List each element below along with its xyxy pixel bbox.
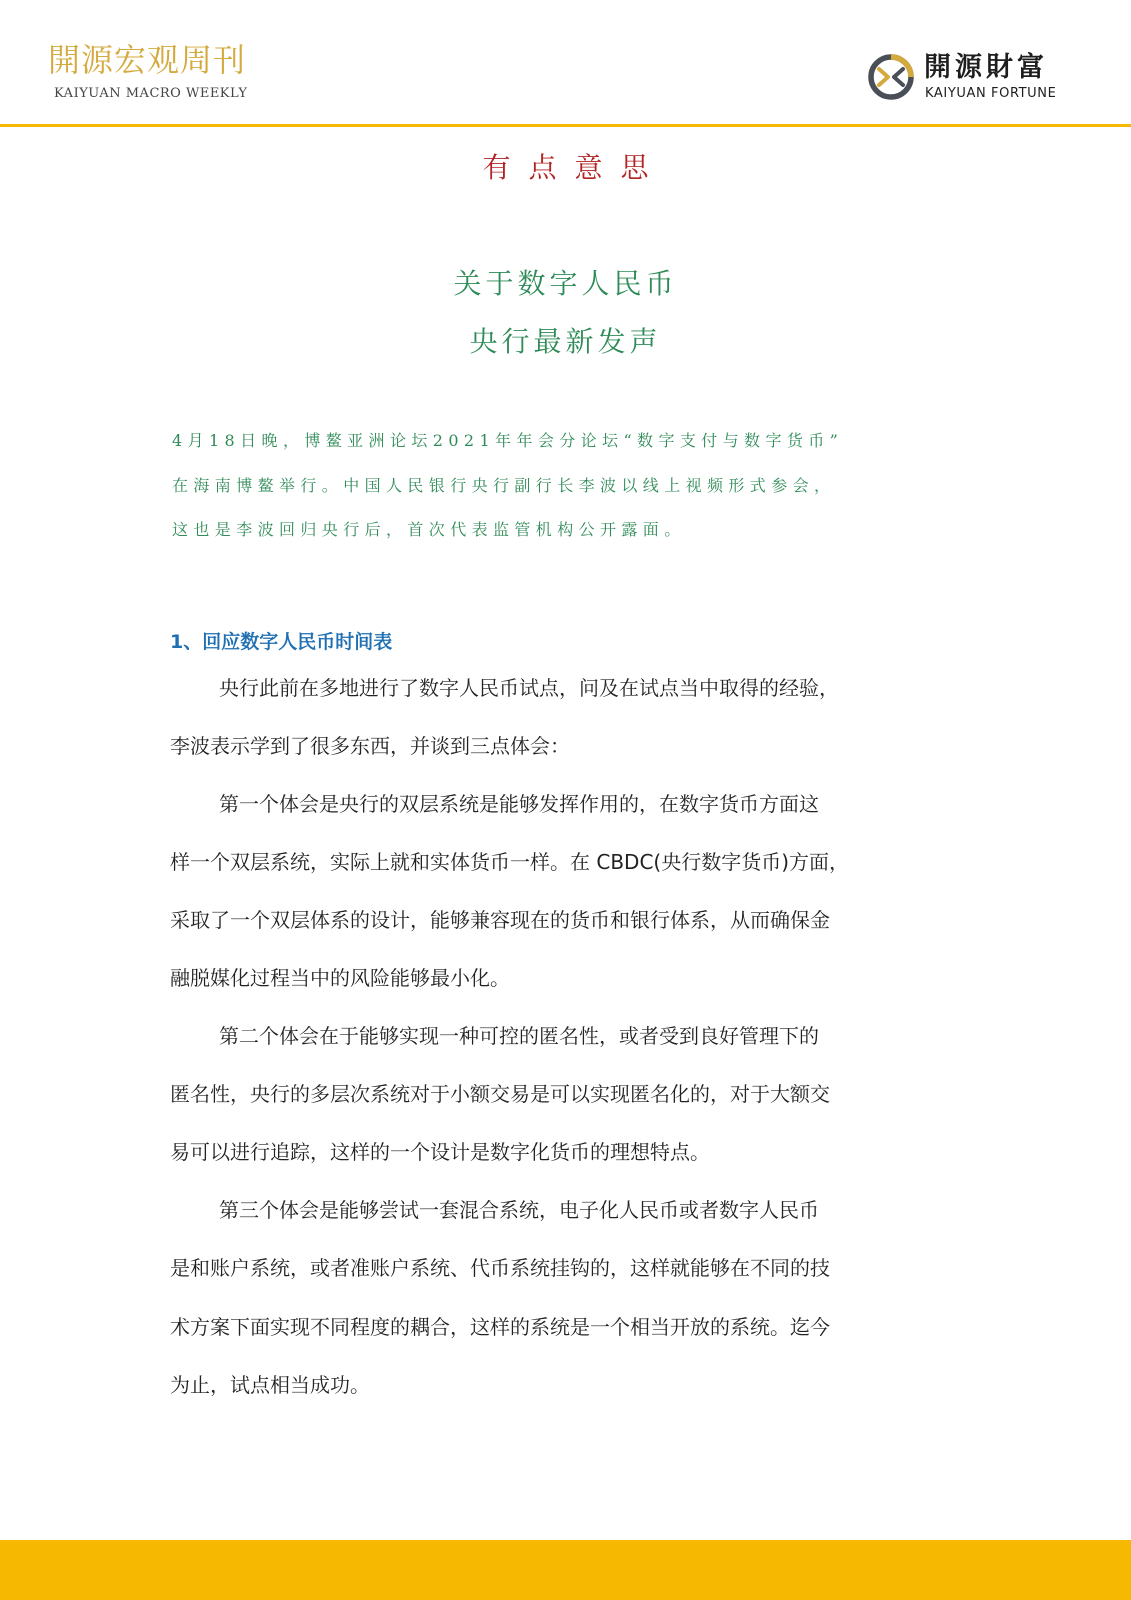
- header-divider: [0, 124, 1131, 127]
- logo-chinese-name: 開源財富: [924, 52, 1048, 83]
- page-header: [0, 0, 1131, 127]
- body-text-line: 样一个双层系统，实际上就和实体货币一样。在 CBDC(央行数字货币)方面，: [170, 850, 850, 874]
- body-text-line: 术方案下面实现不同程度的耦合，这样的系统是一个相当开放的系统。迄今: [170, 1315, 830, 1339]
- kaiyuan-fortune-logo: [866, 52, 1098, 104]
- body-text-line: 匿名性，央行的多层次系统对于小额交易是可以实现匿名化的，对于大额交: [170, 1082, 830, 1106]
- lead-paragraph-line: 这也是李波回归央行后，首次代表监管机构公开露面。: [172, 520, 686, 539]
- section-label: 有点意思: [482, 151, 667, 184]
- kaiyuan-logo-icon: [866, 52, 916, 102]
- lead-paragraph-line: 在海南博鳌举行。中国人民银行央行副行长李波以线上视频形式参会，: [172, 476, 836, 495]
- publication-subtitle: KAIYUAN MACRO WEEKLY: [54, 86, 248, 101]
- body-text-line: 李波表示学到了很多东西，并谈到三点体会：: [170, 734, 570, 758]
- body-text-line: 第三个体会是能够尝试一套混合系统，电子化人民币或者数字人民币: [219, 1198, 819, 1222]
- body-text-line: 易可以进行追踪，这样的一个设计是数字化货币的理想特点。: [170, 1140, 710, 1164]
- article-title-line-2: 央行最新发声: [469, 325, 662, 358]
- lead-paragraph-line: 4月18日晚，博鳌亚洲论坛2021年年会分论坛“数字支付与数字货币”: [172, 431, 844, 450]
- publication-title: 開源宏观周刊: [48, 41, 247, 79]
- article-title-line-1: 关于数字人民币: [453, 267, 678, 300]
- body-text-line: 第二个体会在于能够实现一种可控的匿名性，或者受到良好管理下的: [219, 1024, 819, 1048]
- body-text-line: 是和账户系统，或者准账户系统、代币系统挂钩的，这样就能够在不同的技: [170, 1256, 830, 1280]
- body-text-line: 第一个体会是央行的双层系统是能够发挥作用的，在数字货币方面这: [219, 792, 819, 816]
- body-text-line: 为止，试点相当成功。: [170, 1373, 370, 1397]
- logo-english-name: KAIYUAN FORTUNE: [925, 86, 1057, 101]
- body-text-line: 采取了一个双层体系的设计，能够兼容现在的货币和银行体系，从而确保金: [170, 908, 830, 932]
- footer-band: [0, 1540, 1131, 1600]
- section-subheading: 1、回应数字人民币时间表: [170, 631, 393, 653]
- body-text-line: 融脱媒化过程当中的风险能够最小化。: [170, 966, 510, 990]
- body-text-line: 央行此前在多地进行了数字人民币试点，问及在试点当中取得的经验，: [219, 676, 839, 700]
